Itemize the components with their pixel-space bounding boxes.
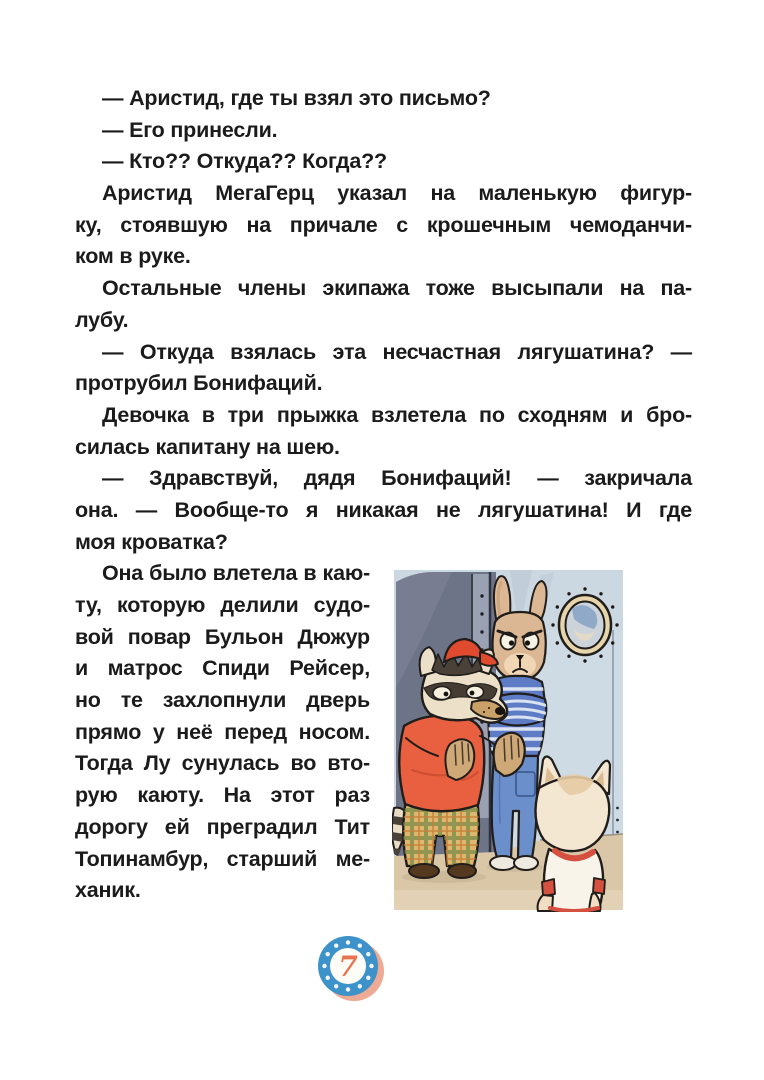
text-line: ком в руке. (75, 244, 191, 269)
text-line: Аристид МегаГерц указал на маленькую фигур- (102, 181, 692, 206)
text-line: — Откуда взялась эта несчастная лягушатина? — (102, 339, 692, 364)
text-line: — Кто?? Откуда?? Когда?? (102, 149, 387, 174)
page-number: 7 (338, 950, 358, 983)
cat-character (535, 757, 610, 912)
page-number-badge (312, 930, 394, 1012)
text-line: она. — Вообще-то я никакая не лягушатина! И где (75, 497, 692, 522)
text-line: протрубил Бонифаций. (75, 371, 323, 396)
text-line: лубу. (75, 307, 129, 332)
text-line: моя кроватка? (75, 529, 228, 554)
text-line: прямо у неё перед носом. (75, 719, 370, 744)
text-line: Тогда Лу сунулась во вто- (75, 751, 370, 776)
text-line: но те захлопнули дверь (75, 688, 370, 713)
text-line: вой повар Бульон Дюжур (75, 624, 370, 649)
text-line: Девочка в три прыжка взлетела по сходням и бро- (102, 402, 692, 427)
text-line: Она было влетела в каю- (102, 561, 370, 586)
text-line: ку, стоявшую на причале с крошечным чемоданчи- (75, 212, 692, 237)
text-line: — Его принесли. (102, 117, 278, 142)
story-illustration (392, 568, 625, 912)
text-line: — Здравствуй, дядя Бонифаций! — закричала (102, 466, 692, 491)
text-line: силась капитану на шею. (75, 434, 340, 459)
text-line: и матрос Спиди Рейсер, (75, 656, 370, 681)
text-line: рую каюту. На этот раз (75, 783, 370, 808)
text-line: дорогу ей преградил Тит (75, 814, 370, 839)
text-line: ханик. (75, 878, 141, 903)
text-line: Остальные члены экипажа тоже высыпали на па- (102, 276, 692, 301)
text-line: Топинамбур, старший ме- (75, 846, 370, 871)
text-line: — Аристид, где ты взял это письмо? (102, 86, 491, 110)
text-line: ту, которую делили судо- (75, 593, 370, 617)
